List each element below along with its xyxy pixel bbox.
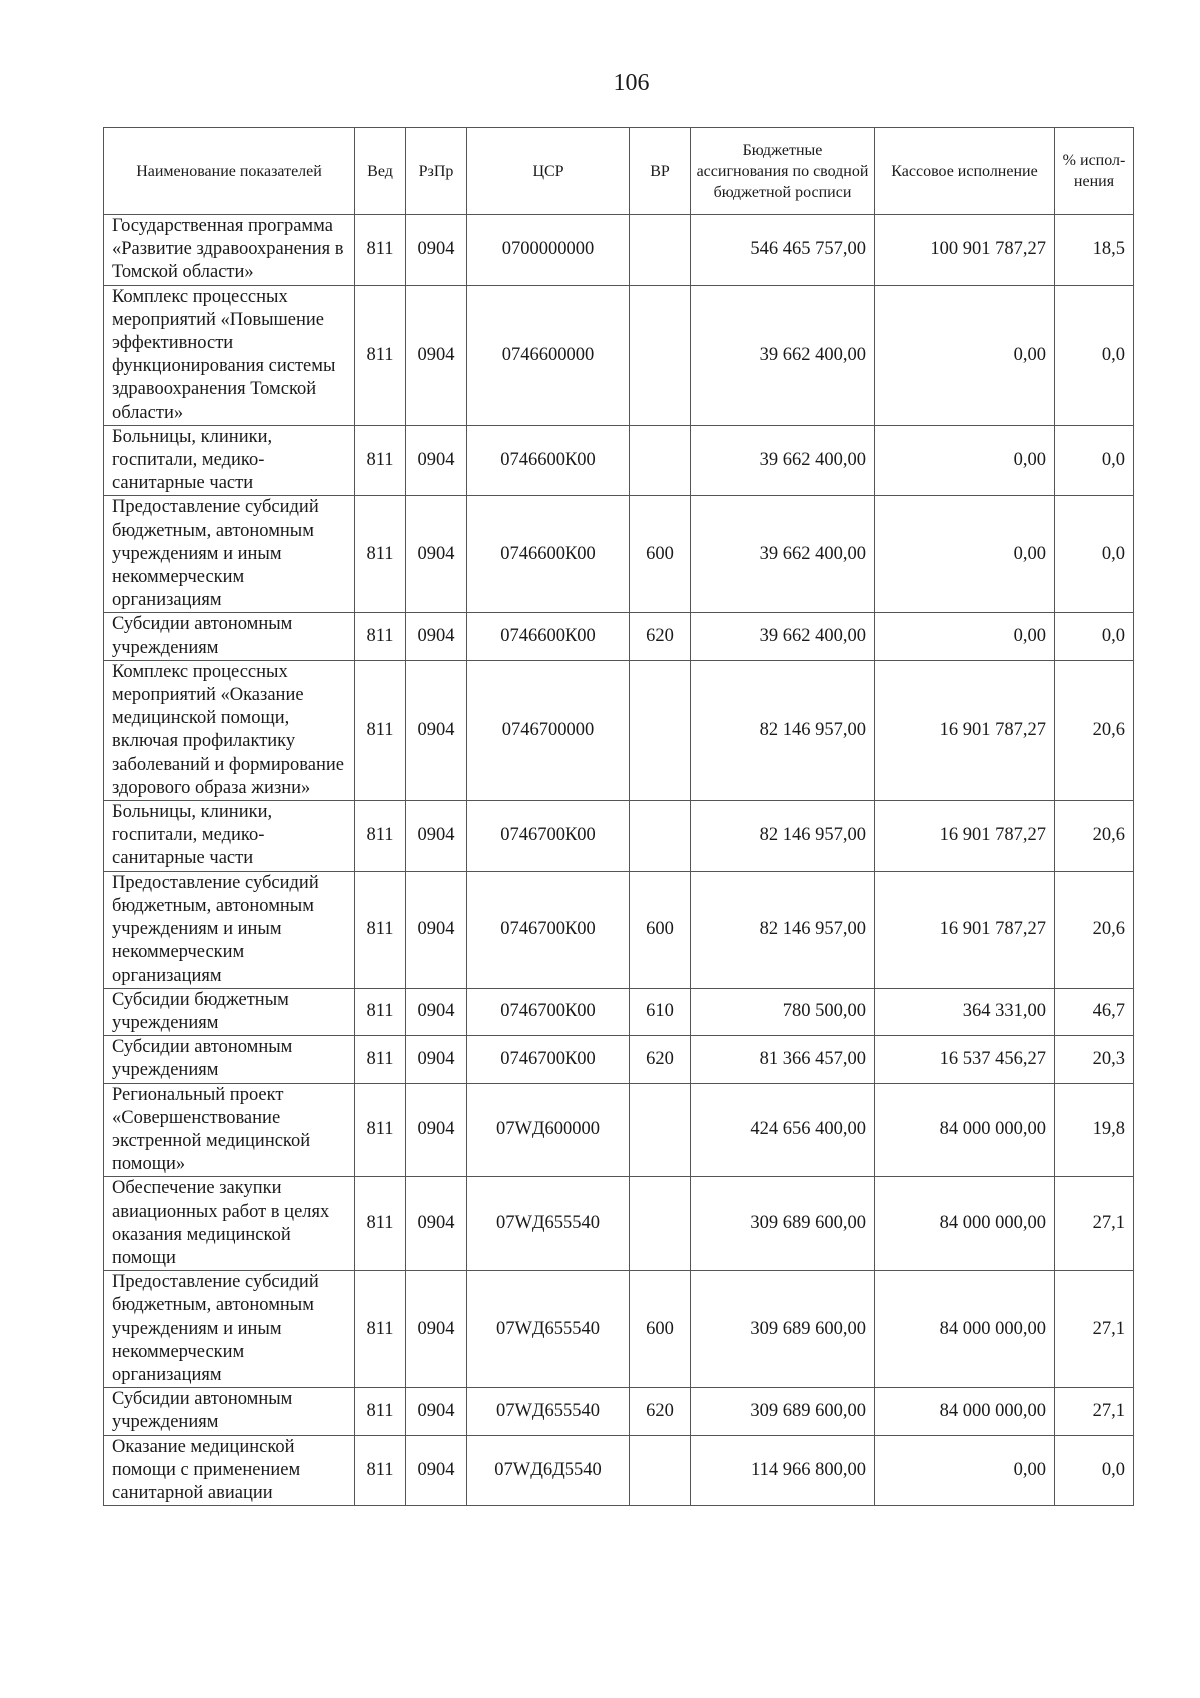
cell-cash: 16 901 787,27 — [875, 801, 1055, 872]
cell-percent: 18,5 — [1055, 215, 1134, 286]
cell-csr: 0746600К00 — [467, 425, 630, 496]
cell-percent: 0,0 — [1055, 1435, 1134, 1506]
cell-ved: 811 — [355, 285, 406, 425]
cell-budget: 780 500,00 — [691, 988, 875, 1035]
cell-budget: 114 966 800,00 — [691, 1435, 875, 1506]
cell-name: Больницы, клиники, госпитали, медико-санитарные части — [104, 801, 355, 872]
header-name: Наименование показателей — [104, 128, 355, 215]
cell-rzpr: 0904 — [406, 1083, 467, 1177]
table-row — [104, 660, 1134, 800]
cell-percent: 0,0 — [1055, 496, 1134, 613]
table-row — [104, 988, 1134, 1035]
cell-vr — [630, 285, 691, 425]
cell-vr — [630, 1435, 691, 1506]
cell-budget: 82 146 957,00 — [691, 871, 875, 988]
cell-csr: 07WД655540 — [467, 1177, 630, 1271]
cell-cash: 84 000 000,00 — [875, 1271, 1055, 1388]
cell-percent: 0,0 — [1055, 613, 1134, 660]
cell-vr: 610 — [630, 988, 691, 1035]
cell-budget: 546 465 757,00 — [691, 215, 875, 286]
header-csr: ЦСР — [467, 128, 630, 215]
cell-cash: 364 331,00 — [875, 988, 1055, 1035]
table-body — [104, 215, 1134, 1506]
table-row — [104, 801, 1134, 872]
cell-percent: 0,0 — [1055, 285, 1134, 425]
cell-ved: 811 — [355, 1083, 406, 1177]
cell-vr — [630, 425, 691, 496]
cell-rzpr: 0904 — [406, 660, 467, 800]
cell-vr: 600 — [630, 871, 691, 988]
cell-budget: 39 662 400,00 — [691, 496, 875, 613]
cell-percent: 27,1 — [1055, 1388, 1134, 1435]
cell-csr: 0746700К00 — [467, 1036, 630, 1083]
cell-ved: 811 — [355, 1271, 406, 1388]
cell-cash: 100 901 787,27 — [875, 215, 1055, 286]
cell-ved: 811 — [355, 613, 406, 660]
budget-execution-table — [103, 127, 1134, 1506]
cell-rzpr: 0904 — [406, 1177, 467, 1271]
header-rzpr: РзПр — [406, 128, 467, 215]
cell-rzpr: 0904 — [406, 801, 467, 872]
cell-budget: 424 656 400,00 — [691, 1083, 875, 1177]
cell-ved: 811 — [355, 1435, 406, 1506]
cell-budget: 309 689 600,00 — [691, 1177, 875, 1271]
cell-vr: 600 — [630, 496, 691, 613]
cell-rzpr: 0904 — [406, 988, 467, 1035]
cell-percent: 20,6 — [1055, 801, 1134, 872]
cell-rzpr: 0904 — [406, 1271, 467, 1388]
table-row — [104, 215, 1134, 286]
header-cash-execution: Кассовое исполнение — [875, 128, 1055, 215]
cell-rzpr: 0904 — [406, 215, 467, 286]
cell-cash: 0,00 — [875, 285, 1055, 425]
cell-rzpr: 0904 — [406, 1435, 467, 1506]
cell-name: Обеспечение закупки авиационных работ в целях оказания медицинской помощи — [104, 1177, 355, 1271]
cell-ved: 811 — [355, 1177, 406, 1271]
header-execution-percent: % испол- нения — [1055, 128, 1134, 215]
cell-vr — [630, 660, 691, 800]
cell-csr: 0746700К00 — [467, 988, 630, 1035]
cell-rzpr: 0904 — [406, 285, 467, 425]
cell-rzpr: 0904 — [406, 613, 467, 660]
header-vr: ВР — [630, 128, 691, 215]
cell-rzpr: 0904 — [406, 496, 467, 613]
cell-rzpr: 0904 — [406, 1388, 467, 1435]
cell-name: Субсидии автономным учреждениям — [104, 1388, 355, 1435]
table-row — [104, 1435, 1134, 1506]
cell-cash: 84 000 000,00 — [875, 1388, 1055, 1435]
table-header-row — [104, 128, 1134, 215]
cell-percent: 20,6 — [1055, 871, 1134, 988]
cell-rzpr: 0904 — [406, 425, 467, 496]
cell-vr: 620 — [630, 1388, 691, 1435]
table-row — [104, 1036, 1134, 1083]
cell-ved: 811 — [355, 1036, 406, 1083]
cell-cash: 84 000 000,00 — [875, 1177, 1055, 1271]
cell-budget: 39 662 400,00 — [691, 613, 875, 660]
cell-ved: 811 — [355, 425, 406, 496]
cell-name: Региональный проект «Совершенствование экстренной медицинской помощи» — [104, 1083, 355, 1177]
table-row — [104, 1388, 1134, 1435]
cell-percent: 46,7 — [1055, 988, 1134, 1035]
cell-ved: 811 — [355, 871, 406, 988]
cell-name: Предоставление субсидий бюджетным, автономным учреждениям и иным некоммерческим организациям — [104, 1271, 355, 1388]
cell-budget: 39 662 400,00 — [691, 425, 875, 496]
cell-name: Больницы, клиники, госпитали, медико-санитарные части — [104, 425, 355, 496]
table-row — [104, 1271, 1134, 1388]
header-ved: Вед — [355, 128, 406, 215]
table-row — [104, 613, 1134, 660]
cell-rzpr: 0904 — [406, 1036, 467, 1083]
cell-cash: 84 000 000,00 — [875, 1083, 1055, 1177]
cell-ved: 811 — [355, 988, 406, 1035]
cell-vr: 600 — [630, 1271, 691, 1388]
cell-ved: 811 — [355, 801, 406, 872]
cell-cash: 16 537 456,27 — [875, 1036, 1055, 1083]
cell-vr — [630, 215, 691, 286]
cell-budget: 309 689 600,00 — [691, 1271, 875, 1388]
cell-csr: 07WД600000 — [467, 1083, 630, 1177]
cell-vr — [630, 1177, 691, 1271]
table-row — [104, 1083, 1134, 1177]
cell-percent: 27,1 — [1055, 1177, 1134, 1271]
cell-vr: 620 — [630, 613, 691, 660]
cell-cash: 16 901 787,27 — [875, 660, 1055, 800]
cell-name: Оказание медицинской помощи с применением санитарной авиации — [104, 1435, 355, 1506]
cell-name: Комплекс процессных мероприятий «Повышение эффективности функционирования системы здравоохранения Томской области» — [104, 285, 355, 425]
cell-name: Субсидии автономным учреждениям — [104, 613, 355, 660]
cell-percent: 20,3 — [1055, 1036, 1134, 1083]
cell-name: Предоставление субсидий бюджетным, автономным учреждениям и иным некоммерческим организациям — [104, 496, 355, 613]
cell-csr: 0746600000 — [467, 285, 630, 425]
cell-budget: 82 146 957,00 — [691, 660, 875, 800]
cell-vr: 620 — [630, 1036, 691, 1083]
table-row — [104, 1177, 1134, 1271]
cell-ved: 811 — [355, 1388, 406, 1435]
cell-percent: 0,0 — [1055, 425, 1134, 496]
cell-csr: 0746700000 — [467, 660, 630, 800]
cell-cash: 0,00 — [875, 1435, 1055, 1506]
cell-ved: 811 — [355, 660, 406, 800]
cell-budget: 81 366 457,00 — [691, 1036, 875, 1083]
cell-name: Государственная программа «Развитие здравоохранения в Томской области» — [104, 215, 355, 286]
cell-percent: 27,1 — [1055, 1271, 1134, 1388]
cell-cash: 0,00 — [875, 496, 1055, 613]
cell-budget: 309 689 600,00 — [691, 1388, 875, 1435]
cell-csr: 07WД655540 — [467, 1271, 630, 1388]
table-row — [104, 871, 1134, 988]
cell-csr: 0746700К00 — [467, 871, 630, 988]
cell-name: Предоставление субсидий бюджетным, автономным учреждениям и иным некоммерческим организациям — [104, 871, 355, 988]
table-row — [104, 425, 1134, 496]
cell-csr: 0746700К00 — [467, 801, 630, 872]
cell-ved: 811 — [355, 496, 406, 613]
cell-name: Субсидии автономным учреждениям — [104, 1036, 355, 1083]
table-row — [104, 285, 1134, 425]
cell-cash: 0,00 — [875, 425, 1055, 496]
cell-budget: 82 146 957,00 — [691, 801, 875, 872]
cell-percent: 19,8 — [1055, 1083, 1134, 1177]
cell-cash: 0,00 — [875, 613, 1055, 660]
cell-percent: 20,6 — [1055, 660, 1134, 800]
cell-csr: 07WД655540 — [467, 1388, 630, 1435]
cell-csr: 0700000000 — [467, 215, 630, 286]
cell-vr — [630, 801, 691, 872]
table-row — [104, 496, 1134, 613]
cell-name: Субсидии бюджетным учреждениям — [104, 988, 355, 1035]
page-number: 106 — [613, 70, 650, 96]
header-budget-allocations: Бюджетные ассигнования по сводной бюджетной росписи — [691, 128, 875, 215]
cell-csr: 07WД6Д5540 — [467, 1435, 630, 1506]
cell-ved: 811 — [355, 215, 406, 286]
cell-csr: 0746600К00 — [467, 613, 630, 660]
cell-csr: 0746600К00 — [467, 496, 630, 613]
cell-budget: 39 662 400,00 — [691, 285, 875, 425]
cell-name: Комплекс процессных мероприятий «Оказание медицинской помощи, включая профилактику заболеваний и формирование здорового образа жизни» — [104, 660, 355, 800]
cell-vr — [630, 1083, 691, 1177]
cell-rzpr: 0904 — [406, 871, 467, 988]
cell-cash: 16 901 787,27 — [875, 871, 1055, 988]
